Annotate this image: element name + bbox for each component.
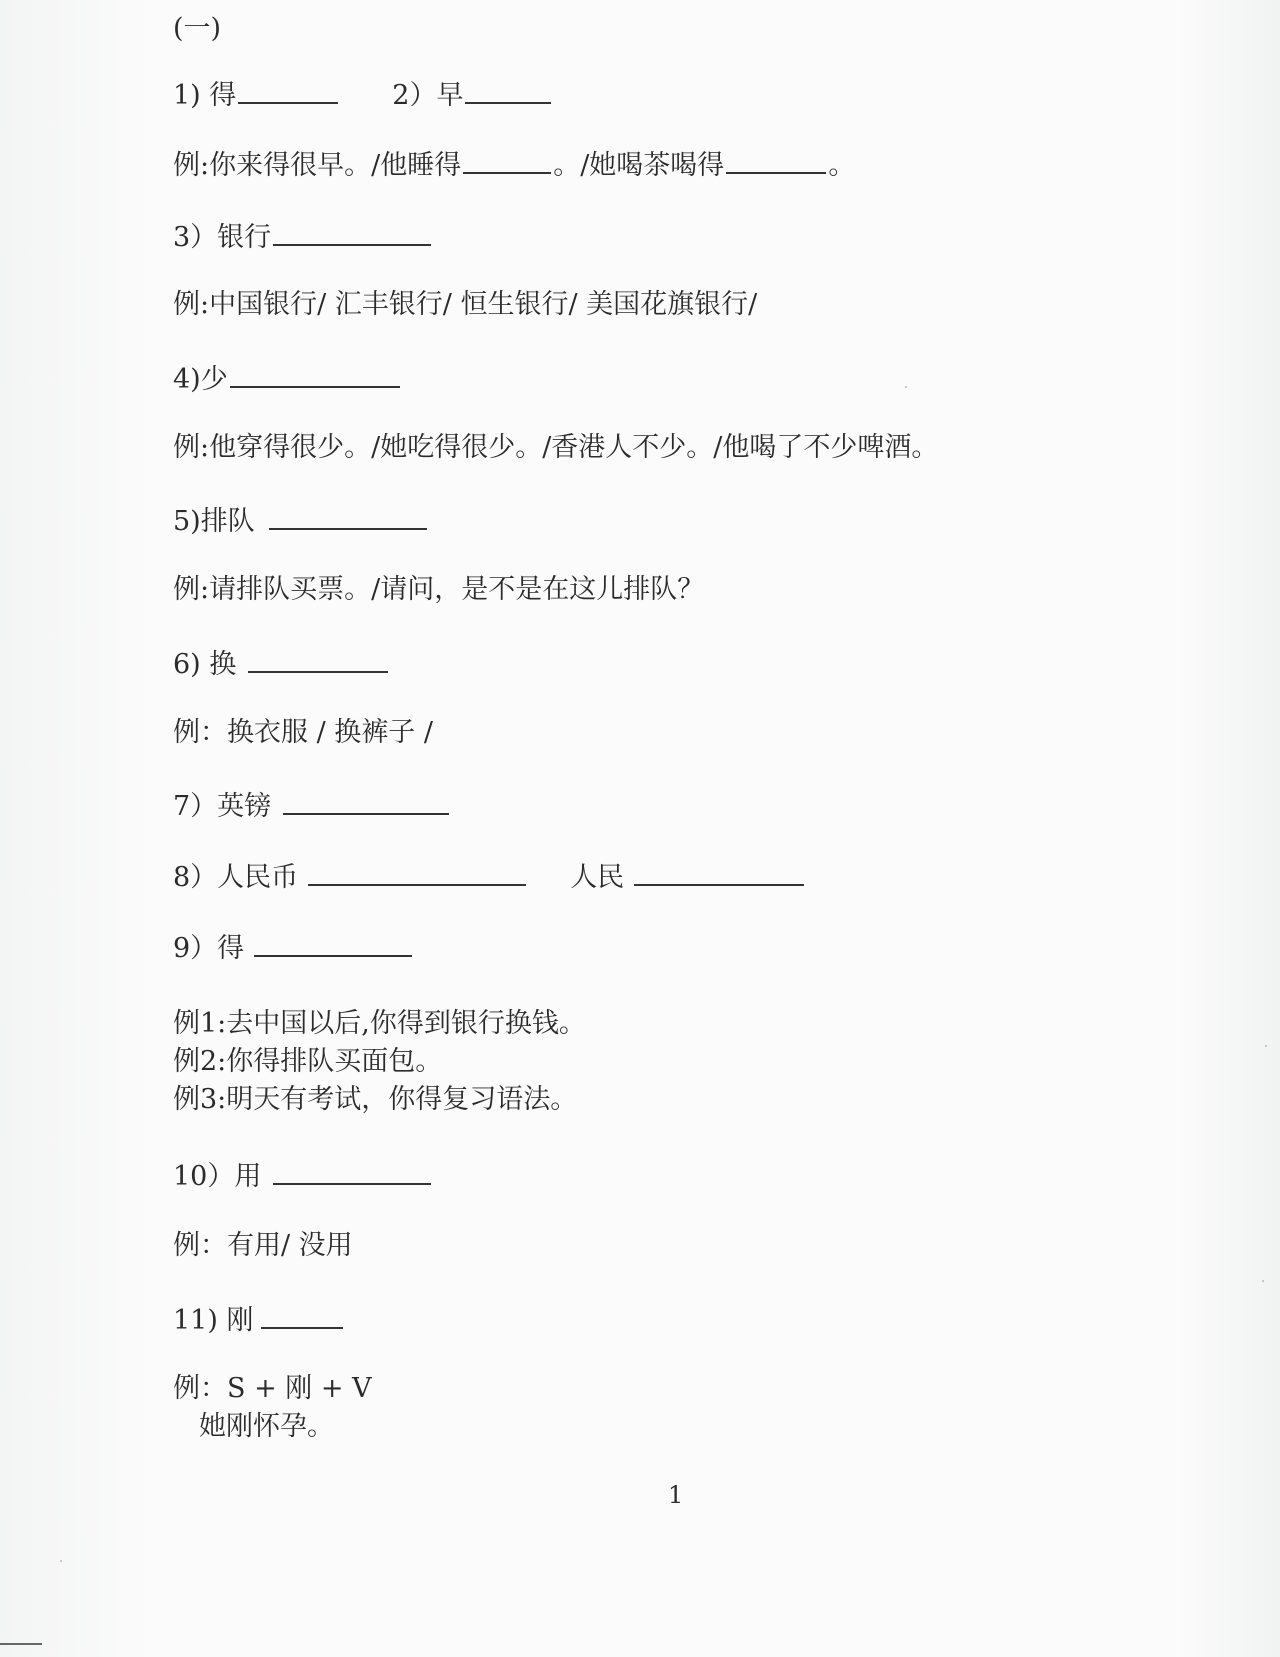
- vocab-label: 9）得: [173, 933, 245, 964]
- example-3: 例:中国银行/ 汇丰银行/ 恒生银行/ 美国花旗银行/: [173, 289, 758, 320]
- example-4: 例:他穿得很少。/她吃得很少。/香港人不少。/他喝了不少啤酒。: [173, 432, 939, 463]
- fill-blank[interactable]: [238, 76, 338, 104]
- example-9b: 例2:你得排队买面包。: [173, 1046, 443, 1077]
- vocab-item-7: [173, 787, 451, 824]
- scan-speck: [1265, 1045, 1267, 1047]
- fill-blank[interactable]: [273, 218, 431, 246]
- fill-blank[interactable]: [634, 858, 804, 886]
- vocab-label: 1) 得: [173, 80, 237, 111]
- vocab-item-3: [173, 218, 433, 255]
- vocab-label: 3）银行: [173, 222, 272, 253]
- vocab-label: 10）用: [173, 1161, 262, 1192]
- example-5: 例:请排队买票。/请问，是不是在这儿排队？: [173, 574, 705, 605]
- fill-blank[interactable]: [254, 929, 412, 957]
- example-9a: 例1:去中国以后,你得到银行换钱。: [173, 1008, 586, 1039]
- example-text: 。: [828, 150, 856, 181]
- scan-edge-mark: [0, 1643, 42, 1645]
- section-header: (一): [173, 13, 222, 44]
- fill-blank[interactable]: [248, 645, 388, 673]
- vocab-item-11: [173, 1301, 345, 1338]
- vocab-label: 人民: [570, 862, 625, 893]
- fill-blank[interactable]: [269, 502, 427, 530]
- page-number: 1: [668, 1481, 684, 1509]
- example-11b: 她刚怀孕。: [199, 1411, 334, 1442]
- example-text: 。/她喝茶喝得: [553, 150, 725, 181]
- fill-blank[interactable]: [465, 76, 551, 104]
- scan-speck: [905, 386, 907, 388]
- fill-blank[interactable]: [463, 146, 551, 174]
- example-10: 例：有用/ 没用: [173, 1230, 353, 1261]
- example-9c: 例3:明天有考试，你得复习语法。: [173, 1084, 578, 1115]
- vocab-item-5: [173, 502, 429, 539]
- fill-blank[interactable]: [230, 360, 400, 388]
- vocab-label: 8）人民币: [173, 862, 299, 893]
- vocab-item-4: [173, 360, 402, 397]
- example-11a: 例：S + 刚 + V: [173, 1373, 372, 1404]
- fill-blank[interactable]: [273, 1157, 431, 1185]
- example-1: [173, 146, 855, 183]
- fill-blank[interactable]: [283, 787, 449, 815]
- scan-speck: [1262, 1280, 1264, 1282]
- vocab-item-9: [173, 929, 414, 966]
- fill-blank[interactable]: [261, 1301, 343, 1329]
- vocab-label: 5)排队: [173, 506, 255, 537]
- example-6: 例：换衣服 / 换裤子 /: [173, 717, 433, 748]
- vocab-label: 11) 刚: [173, 1305, 254, 1336]
- fill-blank[interactable]: [726, 146, 826, 174]
- vocab-item-8: [173, 858, 806, 895]
- example-text: 例:你来得很早。/他睡得: [173, 150, 462, 181]
- vocab-label: 4)少: [173, 364, 228, 395]
- vocab-item-1-2: [173, 76, 553, 113]
- vocab-label: 2）早: [392, 80, 464, 111]
- vocab-item-6: [173, 645, 390, 682]
- fill-blank[interactable]: [308, 858, 526, 886]
- vocab-label: 7）英镑: [173, 791, 272, 822]
- vocab-label: 6) 换: [173, 649, 237, 680]
- scan-speck: [60, 1560, 62, 1562]
- vocab-item-10: [173, 1157, 433, 1194]
